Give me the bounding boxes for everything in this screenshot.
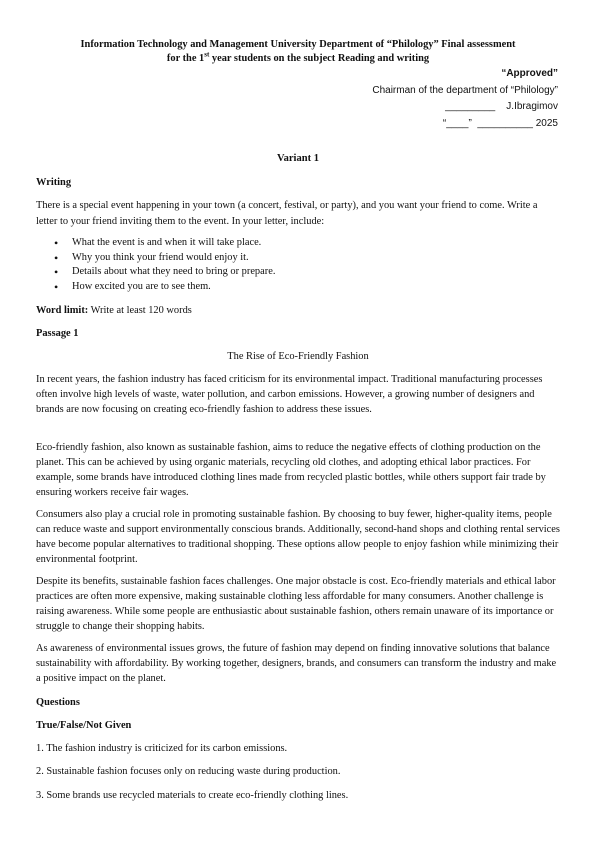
passage-paragraph-5: As awareness of environmental issues grows, the future of fashion may depend on finding innovative solutions that balance sustainability with affordability. By working together, designers, brands, and consumers can transform the industry and make a positive impact on the planet. (36, 643, 557, 684)
list-item: • What the event is and when it will take place. (36, 236, 560, 251)
word-limit (36, 303, 560, 318)
document-title (36, 38, 560, 66)
questions-subheading: True/False/Not Given (36, 720, 132, 731)
approval-block (298, 66, 558, 132)
approved-label: “Approved” (501, 68, 558, 79)
writing-bullet-list (36, 236, 560, 295)
writing-heading: Writing (36, 177, 72, 188)
date-line: “____” __________ 2025 (442, 117, 558, 129)
title-line-2-start: for the 1 (166, 53, 205, 64)
word-limit-text: Write at least 120 words (88, 305, 192, 316)
question-item: 3. Some brands use recycled materials to create eco-friendly clothing lines. (36, 790, 349, 801)
writing-prompt: There is a special event happening in your town (a concert, festival, or party), and you want your friend to come. Write a letter to your friend inviting them to the event. In your letter, include: (36, 200, 538, 227)
passage-paragraph-2: Eco-friendly fashion, also known as sustainable fashion, aims to reduce the negative effects of clothing production on the planet. This can be achieved by using organic materials, recycling old clothes, and adopting ethical labor practices. For example, some brands have introduced clothing lines made from recycled plastic bottles, while others support fair trade by ensuring workers receive fair wages. (36, 442, 546, 498)
signature-line: _________ J.Ibragimov (445, 101, 558, 112)
chairman-line: Chairman of the department of “Philology” (372, 84, 558, 96)
question-item: 2. Sustainable fashion focuses only on reducing waste during production. (36, 766, 341, 777)
passage-title: The Rise of Eco-Friendly Fashion (227, 351, 369, 362)
variant-heading: Variant 1 (277, 153, 319, 164)
title-ordinal-suffix: st (204, 50, 210, 59)
passage-paragraph-3: Consumers also play a crucial role in promoting sustainable fashion. By choosing to buy fewer, higher-quality items, people can reduce waste and support environmentally conscious brands. Additionally, second-hand shops and clothing rental services have become popular alternatives to traditional shopping. These options allow people to enjoy fashion while minimizing their environmental footprint. (36, 509, 560, 565)
title-line-2 (36, 52, 560, 66)
question-item: 1. The fashion industry is criticized for its carbon emissions. (36, 743, 288, 754)
passage-paragraph-4: Despite its benefits, sustainable fashion faces challenges. One major obstacle is cost. Eco-friendly materials and ethical labor practices are often more expensive, making sustainable clothing less affordable for many consumers. Another challenge is raising awareness. While some people are enthusiastic about sustainable fashion, others remain unaware of its importance or struggle to change their shopping habits. (36, 576, 556, 632)
list-item: • Why you think your friend would enjoy it. (36, 251, 560, 266)
list-item: • Details about what they need to bring or prepare. (36, 265, 560, 280)
passage-paragraph-1: In recent years, the fashion industry has faced criticism for its environmental impact. Traditional manufacturing processes often involve high levels of waste, water pollution, and carbon emissions. However, a growing number of designers and brands are now focusing on creating eco-friendly fashion to address these issues. (36, 374, 543, 415)
questions-heading: Questions (36, 697, 80, 708)
passage-heading: Passage 1 (36, 328, 79, 339)
word-limit-label: Word limit: (36, 305, 89, 316)
title-line-2-end: year students on the subject Reading and writing (209, 53, 430, 64)
title-line-1: Information Technology and Management University Department of “Philology” Final assessment (80, 39, 516, 50)
list-item: • How excited you are to see them. (36, 280, 560, 295)
